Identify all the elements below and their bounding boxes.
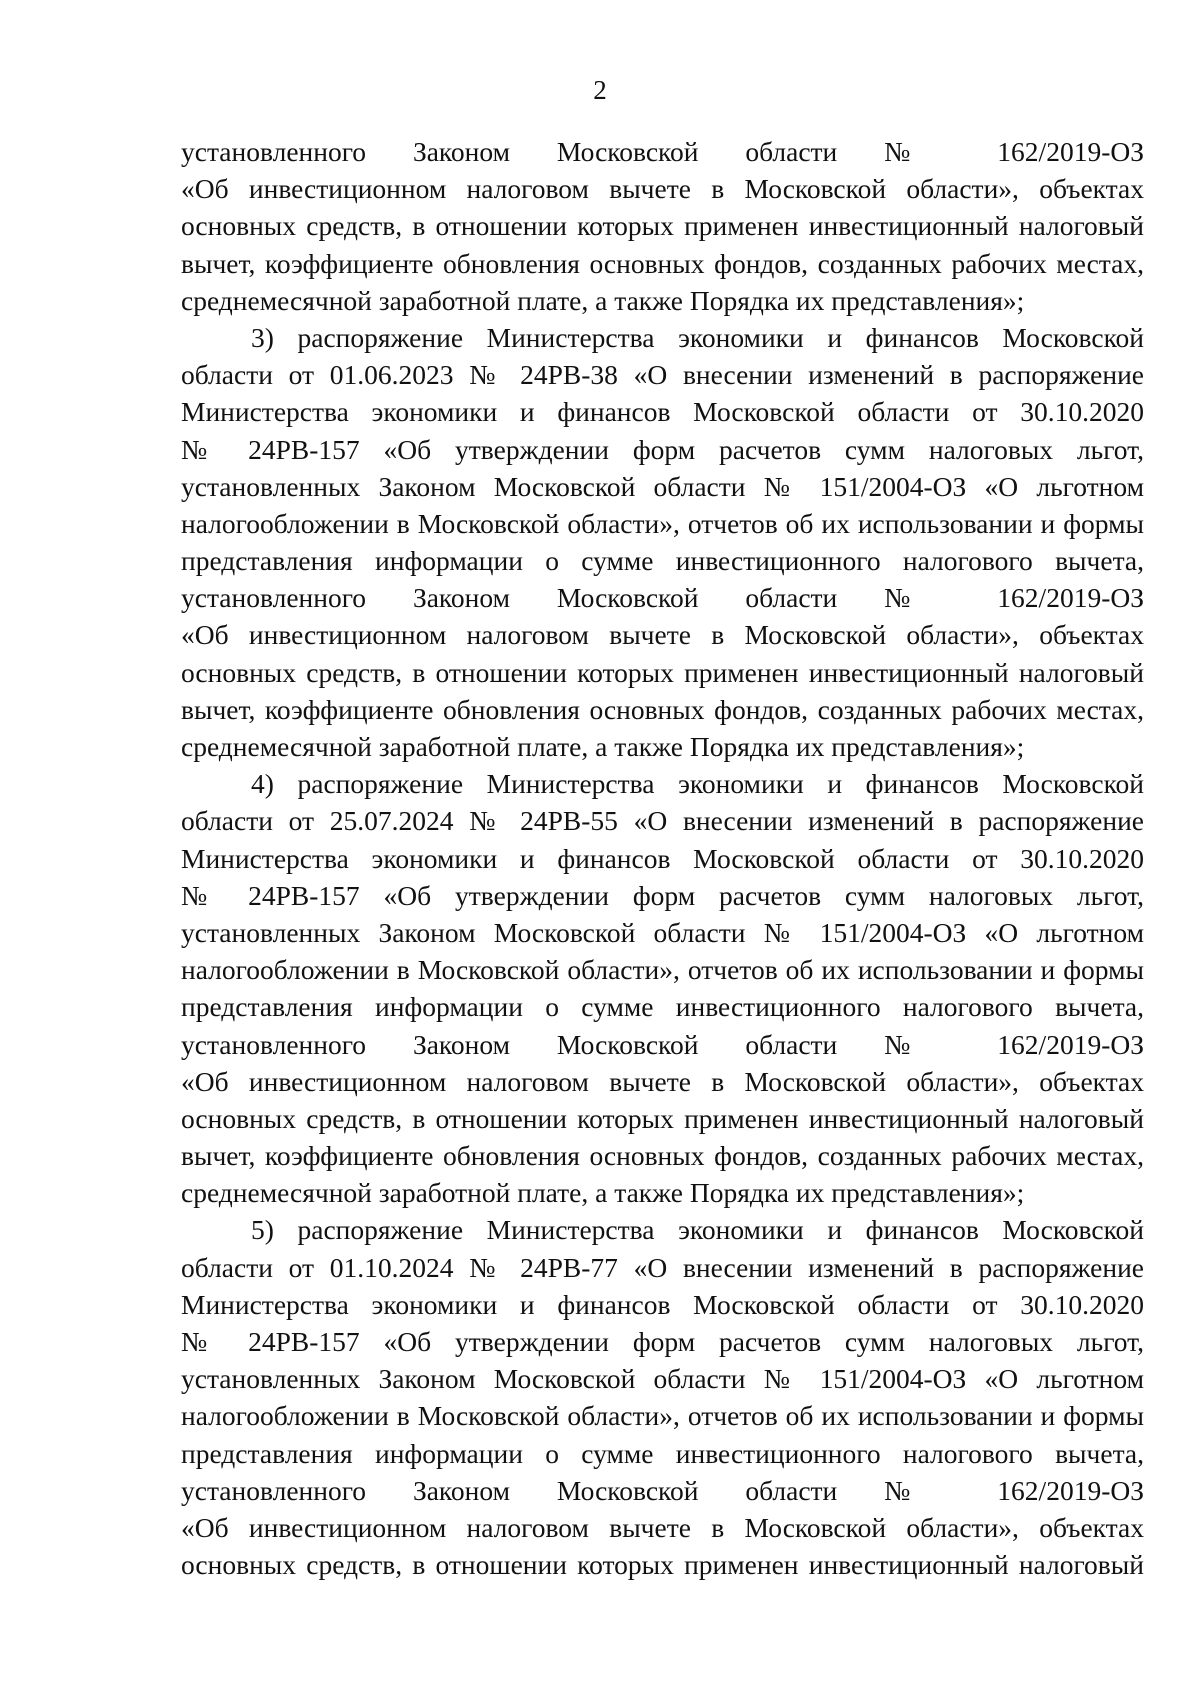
page-number: 2	[593, 75, 607, 105]
text-line: основных средств, в отношении которых применен инвестиционный налоговый	[181, 656, 1144, 688]
text-line: установленного Законом Московской области № 162/2019-ОЗ	[181, 136, 1144, 167]
text-line: основных средств, в отношении которых применен инвестиционный налоговый	[181, 210, 1144, 242]
text-line: установленных Законом Московской области № 151/2004-ОЗ «О льготном	[181, 1363, 1144, 1395]
text-line: основных средств, в отношении которых применен инвестиционный налоговый	[181, 1549, 1144, 1581]
text-line: вычет, коэффициенте обновления основных фондов, созданных рабочих местах,	[181, 693, 1144, 725]
text-line: «Об инвестиционном налоговом вычете в Московской области», объектах	[181, 1065, 1144, 1097]
text-line: налогообложении в Московской области», отчетов об их использовании и формы	[181, 1400, 1144, 1432]
text-line: № 24РВ-157 «Об утверждении форм расчетов сумм налоговых льгот,	[181, 879, 1144, 911]
text-line: 4) распоряжение Министерства экономики и финансов Московской	[251, 768, 1144, 800]
text-line: «Об инвестиционном налоговом вычете в Московской области», объектах	[181, 1511, 1144, 1543]
text-line: Министерства экономики и финансов Московской области от 30.10.2020	[181, 396, 1144, 428]
text-line: представления информации о сумме инвестиционного налогового вычета,	[181, 545, 1144, 577]
text-line: установленного Законом Московской области № 162/2019-ОЗ	[181, 582, 1144, 614]
text-line: № 24РВ-157 «Об утверждении форм расчетов сумм налоговых льгот,	[181, 433, 1144, 465]
text-line: установленных Законом Московской области № 151/2004-ОЗ «О льготном	[181, 470, 1144, 502]
text-line: «Об инвестиционном налоговом вычете в Московской области», объектах	[181, 619, 1144, 651]
text-line: 5) распоряжение Министерства экономики и финансов Московской	[251, 1214, 1144, 1246]
text-line: «Об инвестиционном налоговом вычете в Московской области», объектах	[181, 173, 1144, 205]
text-line: 3) распоряжение Министерства экономики и финансов Московской	[251, 321, 1144, 353]
text-line: налогообложении в Московской области», отчетов об их использовании и формы	[181, 507, 1144, 539]
text-line: налогообложении в Московской области», отчетов об их использовании и формы	[181, 954, 1144, 986]
text-line: основных средств, в отношении которых применен инвестиционный налоговый	[181, 1102, 1144, 1134]
text-line: области от 25.07.2024 № 24РВ-55 «О внесении изменений в распоряжение	[181, 805, 1144, 837]
document-body	[181, 133, 1144, 1583]
text-line: Министерства экономики и финансов Московской области от 30.10.2020	[181, 1288, 1144, 1320]
text-line: установленного Законом Московской области № 162/2019-ОЗ	[181, 1028, 1144, 1060]
text-line: представления информации о сумме инвестиционного налогового вычета,	[181, 1437, 1144, 1469]
text-line: среднемесячной заработной плате, а также Порядка их представления»;	[181, 731, 1025, 762]
text-line: установленных Законом Московской области № 151/2004-ОЗ «О льготном	[181, 916, 1144, 948]
text-line: Министерства экономики и финансов Московской области от 30.10.2020	[181, 842, 1144, 874]
text-line: № 24РВ-157 «Об утверждении форм расчетов сумм налоговых льгот,	[181, 1326, 1144, 1357]
text-line: среднемесячной заработной плате, а также Порядка их представления»;	[181, 284, 1025, 316]
text-line: области от 01.10.2024 № 24РВ-77 «О внесении изменений в распоряжение	[181, 1251, 1144, 1283]
text-line: среднемесячной заработной плате, а также Порядка их представления»;	[181, 1177, 1025, 1209]
text-line: области от 01.06.2023 № 24РВ-38 «О внесении изменений в распоряжение	[181, 359, 1144, 391]
text-line: вычет, коэффициенте обновления основных фондов, созданных рабочих местах,	[181, 247, 1144, 279]
text-line: вычет, коэффициенте обновления основных фондов, созданных рабочих местах,	[181, 1140, 1144, 1172]
text-line: установленного Законом Московской области № 162/2019-ОЗ	[181, 1474, 1144, 1506]
text-line: представления информации о сумме инвестиционного налогового вычета,	[181, 991, 1144, 1023]
